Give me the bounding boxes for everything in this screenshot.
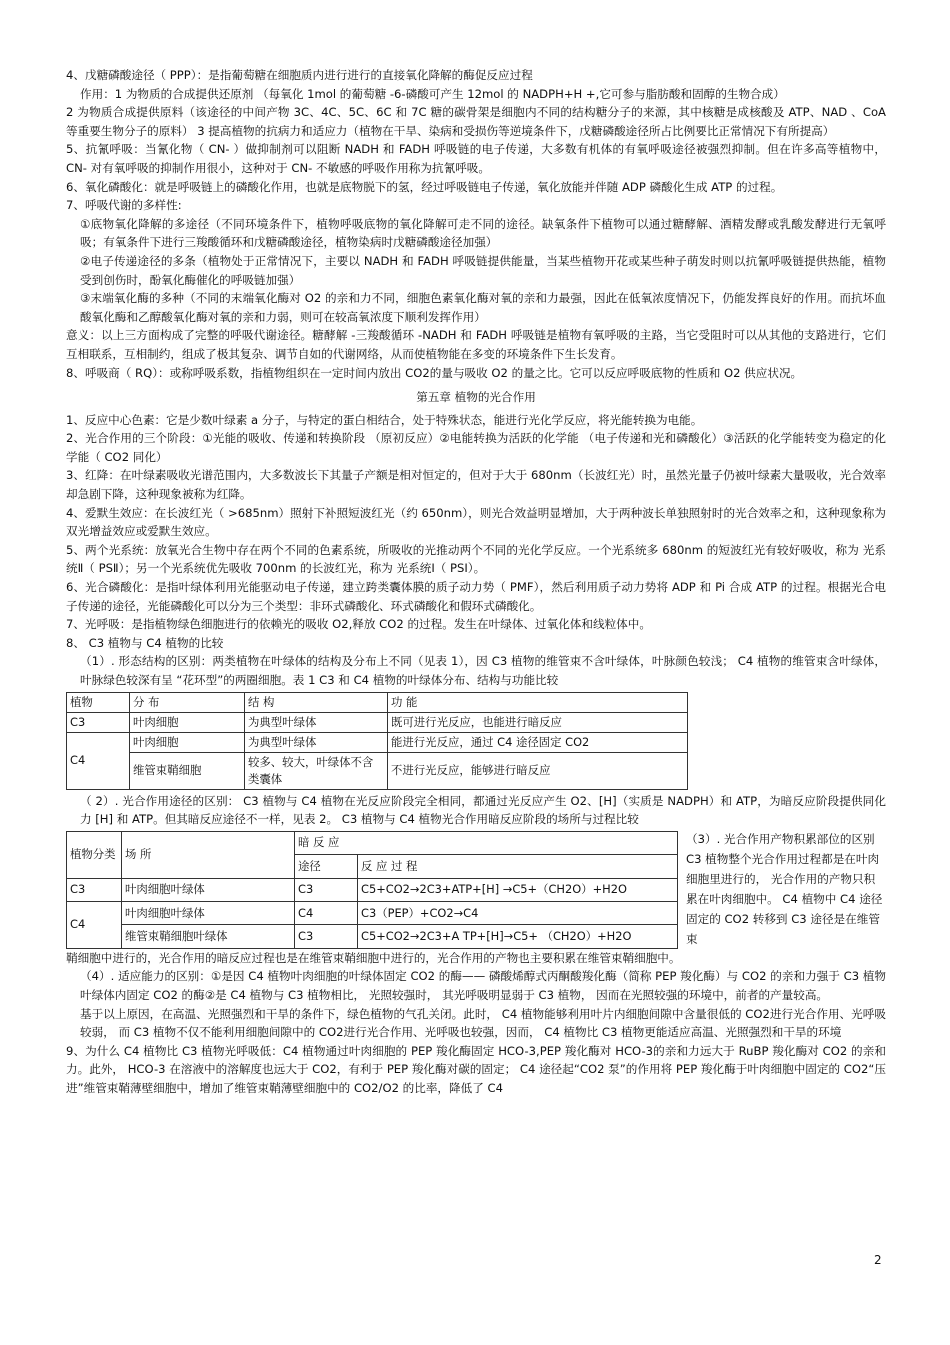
table-cell: C5+CO2→2C3+A TP+[H]→C5+ （CH2O）+H2O — [358, 925, 678, 948]
paragraph-photorespiration: 7、光呼吸：是指植物绿色细胞进行的依赖光的吸收 O2,释放 CO2 的过程。发生在叶绿体、过氧化体和线粒体中。 — [66, 617, 651, 632]
table-cell: C4 — [295, 901, 358, 924]
paragraph-diversity-2: ②电子传递途径的多条（植物处于正常情况下，主要以 NADH 和 FADH 呼吸链提供能量，当某些植物开花或某些种子萌发时则以抗氰呼吸链提供热能，植物受到创伤时，酚氧化酶催化的呼吸链加强） — [80, 253, 886, 287]
table-cell: C3（PEP）+CO2→C4 — [358, 901, 678, 924]
page-number: 2 — [874, 1253, 882, 1267]
table-cell: 不进行光反应，能够进行暗反应 — [388, 752, 688, 789]
paragraph-red-drop: 3、红降：在叶绿素吸收光谱范围内，大多数波长下其量子产额是相对恒定的，但对于大于 680nm（长波红光）时，虽然光量子仍被叶绿素大量吸收，光合效率却急剧下降，这种现象被称为红降。 — [66, 468, 886, 502]
paragraph-adaptation: （4）. 适应能力的区别：①是因 C4 植物叶肉细胞的叶绿体固定 CO2 的酶—— 磷酸烯醇式丙酮酸羧化酶（简称 PEP 羧化酶）与 CO2 的亲和力强于 C3 植物叶绿体内固定 CO2 的酶②是 C4 植物与 C3 植物相比， 光照较强时， 其光呼吸明显弱于 C3 植物， 因而在光照较强的环境中，前者的产量较高。 — [80, 969, 886, 1002]
table-row — [67, 925, 678, 948]
table-cell: 能进行光反应，通过 C4 途径固定 CO2 — [388, 732, 688, 752]
table-cell: 为典型叶绿体 — [245, 712, 388, 732]
table-cell: 叶肉细胞叶绿体 — [122, 901, 295, 924]
table-header-cell: 功 能 — [388, 692, 688, 712]
table-chloroplast-comparison — [66, 692, 688, 790]
side-paragraph-accumulation: （3）. 光合作用产物积累部位的区别 C3 植物整个光合作用过程都是在叶肉细胞里进行的， 光合作用的产物只积累在叶肉细胞中。 C4 植物中 C4 途径固定的 CO2 转移到 C3 途径是在维管束 — [686, 831, 883, 946]
table-row — [67, 712, 688, 732]
paragraph-photorespiration-low: 9、为什么 C4 植物比 C3 植物光呼吸低：C4 植物通过叶肉细胞的 PEP 羧化酶固定 HCO-3,PEP 羧化酶对 HCO-3的亲和力远大于 RuBP 羧化酶对 CO2 的亲和力。此外， HCO-3 在溶液中的溶解度也远大于 CO2，有利于 PEP 羧化酶对碳的固定； C4 途径起“CO2 泵”的作用将 PEP 羧化酶于叶肉细胞中固定的 CO2“压进”维管束鞘薄壁细胞中，增加了维管束鞘薄壁细胞中的 CO2/O2 的比率，降低了 C4 — [66, 1043, 886, 1095]
table-row — [67, 752, 688, 789]
table-header-cell: 途径 — [295, 855, 358, 878]
paragraph-cyanide-resistant: 5、抗氰呼吸：当氰化物（ CN- ）做抑制剂可以阻断 NADH 和 FADH 呼吸链的电子传递，大多数有机体的有氧呼吸途径被强烈抑制。但在许多高等植物中， CN- 对有氧呼吸的抑制作用很小，这种对于 CN- 不敏感的呼吸作用称为抗氰呼吸。 — [66, 142, 886, 175]
paragraph-reaction-center: 1、反应中心色素：它是少数叶绿素 a 分子，与特定的蛋白相结合，处于特殊状态，能进行光化学反应，将光能转换为电能。 — [66, 412, 703, 427]
table-header-cell: 反 应 过 程 — [358, 855, 678, 878]
paragraph-significance: 意义：以上三方面构成了完整的呼吸代谢途径。糖酵解 -三羧酸循环 -NADH 和 FADH 呼吸链是植物有氧呼吸的主路，当它受阻时可以从其他的支路进行，它们互相联系，互相制约，组成了极其复杂、调节自如的代谢网络，从而使植物能在多变的环境条件下生长发育。 — [66, 328, 886, 361]
table-cell: C5+CO2→2C3+ATP+[H] →C5+（CH2O）+H2O — [358, 878, 678, 901]
paragraph-adaptation-basis: 基于以上原因，在高温、光照强烈和干旱的条件下，绿色植物的气孔关闭。此时， C4 植物能够利用叶片内细胞间隙中含量很低的 CO2进行光合作用、光呼吸较弱， 而 C3 植物不仅不能利用细胞间隙中的 CO2进行光合作用、光呼吸也较强，因而， C4 植物比 C3 植物更能适应高温、光照强烈和干旱的环境 — [80, 1006, 886, 1040]
chapter-title: 第五章 植物的光合作用 — [416, 390, 536, 405]
paragraph-oxidative-phosphorylation: 6、氧化磷酸化：就是呼吸链上的磷酸化作用，也就是底物脱下的氢，经过呼吸链电子传递，氧化放能并伴随 ADP 磷酸化生成 ATP 的过程。 — [66, 179, 783, 194]
table-header-cell: 植物 — [67, 692, 130, 712]
paragraph-photophosphorylation: 6、光合磷酸化：是指叶绿体利用光能驱动电子传递，建立跨类囊体膜的质子动力势（ PMF），然后利用质子动力势将 ADP 和 Pi 合成 ATP 的过程。根据光合电子传递的途径，光能磷酸化可以分为三个类型：非环式磷酸化、环式磷酸化和假环式磷酸化。 — [66, 580, 886, 613]
table-cell: 既可进行光反应，也能进行暗反应 — [388, 712, 688, 732]
table-cell: 叶肉细胞叶绿体 — [122, 878, 295, 901]
paragraph-three-stages: 2、光合作用的三个阶段：①光能的吸收、传递和转换阶段 （原初反应）②电能转换为活跃的化学能 （电子传递和光和磷酸化）③活跃的化学能转变为稳定的化学能（ CO2 同化） — [66, 431, 886, 464]
table-header-row — [67, 831, 678, 854]
table-row — [67, 878, 678, 901]
table-row — [67, 732, 688, 752]
table-cell: 叶肉细胞 — [130, 712, 245, 732]
paragraph-ppp: 4、戊糖磷酸途径（ PPP）：是指葡萄糖在细胞质内进行进行的直接氧化降解的酶促反应过程 — [66, 68, 533, 82]
table-cell: C4 — [67, 901, 122, 948]
table-header-cell: 结 构 — [245, 692, 388, 712]
table-cell: 维管束鞘细胞 — [130, 752, 245, 789]
paragraph-structure-difference: （1）. 形态结构的区别：两类植物在叶绿体的结构及分布上不同（见表 1），因 C3 植物的维管束不含叶绿体，叶脉颜色较浅； C4 植物的维管束含叶绿体，叶脉绿色较深有呈 “花环型”的两圈细胞。表 1 C3 和 C4 植物的叶绿体分布、结构与功能比较 — [80, 654, 886, 687]
table2-section — [66, 829, 886, 949]
paragraph-c3-c4-heading: 8、 C3 植物与 C4 植物的比较 — [66, 635, 224, 650]
table-cell: 较多、较大，叶绿体不含类囊体 — [245, 752, 388, 789]
table-header-cell: 分 布 — [130, 692, 245, 712]
paragraph-accumulation-continued: 鞘细胞中进行的，光合作用的暗反应过程也是在维管束鞘细胞中进行的，光合作用的产物也主要积累在维管束鞘细胞中。 — [66, 950, 681, 965]
table-header-cell: 暗 反 应 — [295, 831, 678, 854]
document-page — [66, 66, 886, 1098]
table-cell: C3 — [295, 925, 358, 948]
paragraph-photosystems: 5、两个光系统：放氧光合生物中存在两个不同的色素系统，所吸收的光推动两个不同的光化学反应。一个光系统多 680nm 的短波红光有较好吸收，称为 光系统Ⅱ（ PSⅡ）；另一个光系统优先吸收 700nm 的长波红光，称为 光系统Ⅰ（ PSⅠ）。 — [66, 542, 886, 576]
table-header-cell: 植物分类 — [67, 831, 122, 878]
paragraph-emerson-effect: 4、爱默生效应：在长波红光（ >685nm）照射下补照短波红光（约 650nm），则光合效益明显增加，大于两种波长单独照射时的光合效率之和，这种现象称为双光增益效应或爱默生效应。 — [66, 505, 886, 539]
table-cell: 为典型叶绿体 — [245, 732, 388, 752]
paragraph-respiration-diversity: 7、呼吸代谢的多样性: — [66, 198, 182, 213]
paragraph-pathway-difference: （ 2）. 光合作用途径的区别： C3 植物与 C4 植物在光反应阶段完全相同，都通过光反应产生 O2、[H]（实质是 NADPH）和 ATP，为暗反应阶段提供同化力 [H] 和 ATP。但其暗反应途径不一样，见表 2。 C3 植物与 C4 植物光合作用暗反应阶段的场所与过程比较 — [80, 793, 886, 827]
table-header-cell: 场 所 — [122, 831, 295, 878]
table-cell: C3 — [295, 878, 358, 901]
table-cell: 叶肉细胞 — [130, 732, 245, 752]
paragraph-diversity-3: ③末端氧化酶的多种（不同的末端氧化酶对 O2 的亲和力不同，细胞色素氧化酶对氧的亲和力最强，因此在低氧浓度情况下，仍能发挥良好的作用。而抗坏血酸氧化酶和乙醇酸氧化酶对氧的亲和力弱，则可在较高氧浓度下顺利发挥作用） — [80, 291, 886, 324]
paragraph-ppp-function-2: 2 为物质合成提供原料（该途径的中间产物 3C、4C、5C、6C 和 7C 糖的碳骨架是细胞内不同的结构糖分子的来源，其中核糖是成核酸及 ATP、NAD 、CoA 等重要生物分子的原料） 3 提高植物的抗病力和适应力（植物在干旱、染病和受损伤等逆境条件下，戊糖磷酸途径所占比例要比正常情况下有所提高） — [66, 105, 886, 138]
table-row — [67, 901, 678, 924]
table-cell: C3 — [67, 712, 130, 732]
paragraph-ppp-function-1: 作用：1 为物质的合成提供还原剂 （每氧化 1mol 的葡萄糖 -6-磷酸可产生 12mol 的 NADPH+H +,它可参与脂肪酸和固醇的生物合成） — [80, 86, 785, 101]
paragraph-rq: 8、呼吸商（ RQ）：或称呼吸系数，指植物组织在一定时间内放出 CO2的量与吸收 O2 的量之比。它可以反应呼吸底物的性质和 O2 供应状况。 — [66, 365, 803, 380]
paragraph-diversity-1: ①底物氧化降解的多途径（不同环境条件下，植物呼吸底物的氧化降解可走不同的途径。缺氧条件下植物可以通过糖酵解、酒精发酵或乳酸发酵进行无氧呼吸；有氧条件下进行三羧酸循环和戊糖磷酸途径，植物染病时戊糖磷酸途径加强） — [80, 216, 886, 250]
table-header-row — [67, 692, 688, 712]
table-dark-reaction-comparison — [66, 831, 678, 949]
table-cell: C4 — [67, 732, 130, 789]
table-cell: 维管束鞘细胞叶绿体 — [122, 925, 295, 948]
table-cell: C3 — [67, 878, 122, 901]
